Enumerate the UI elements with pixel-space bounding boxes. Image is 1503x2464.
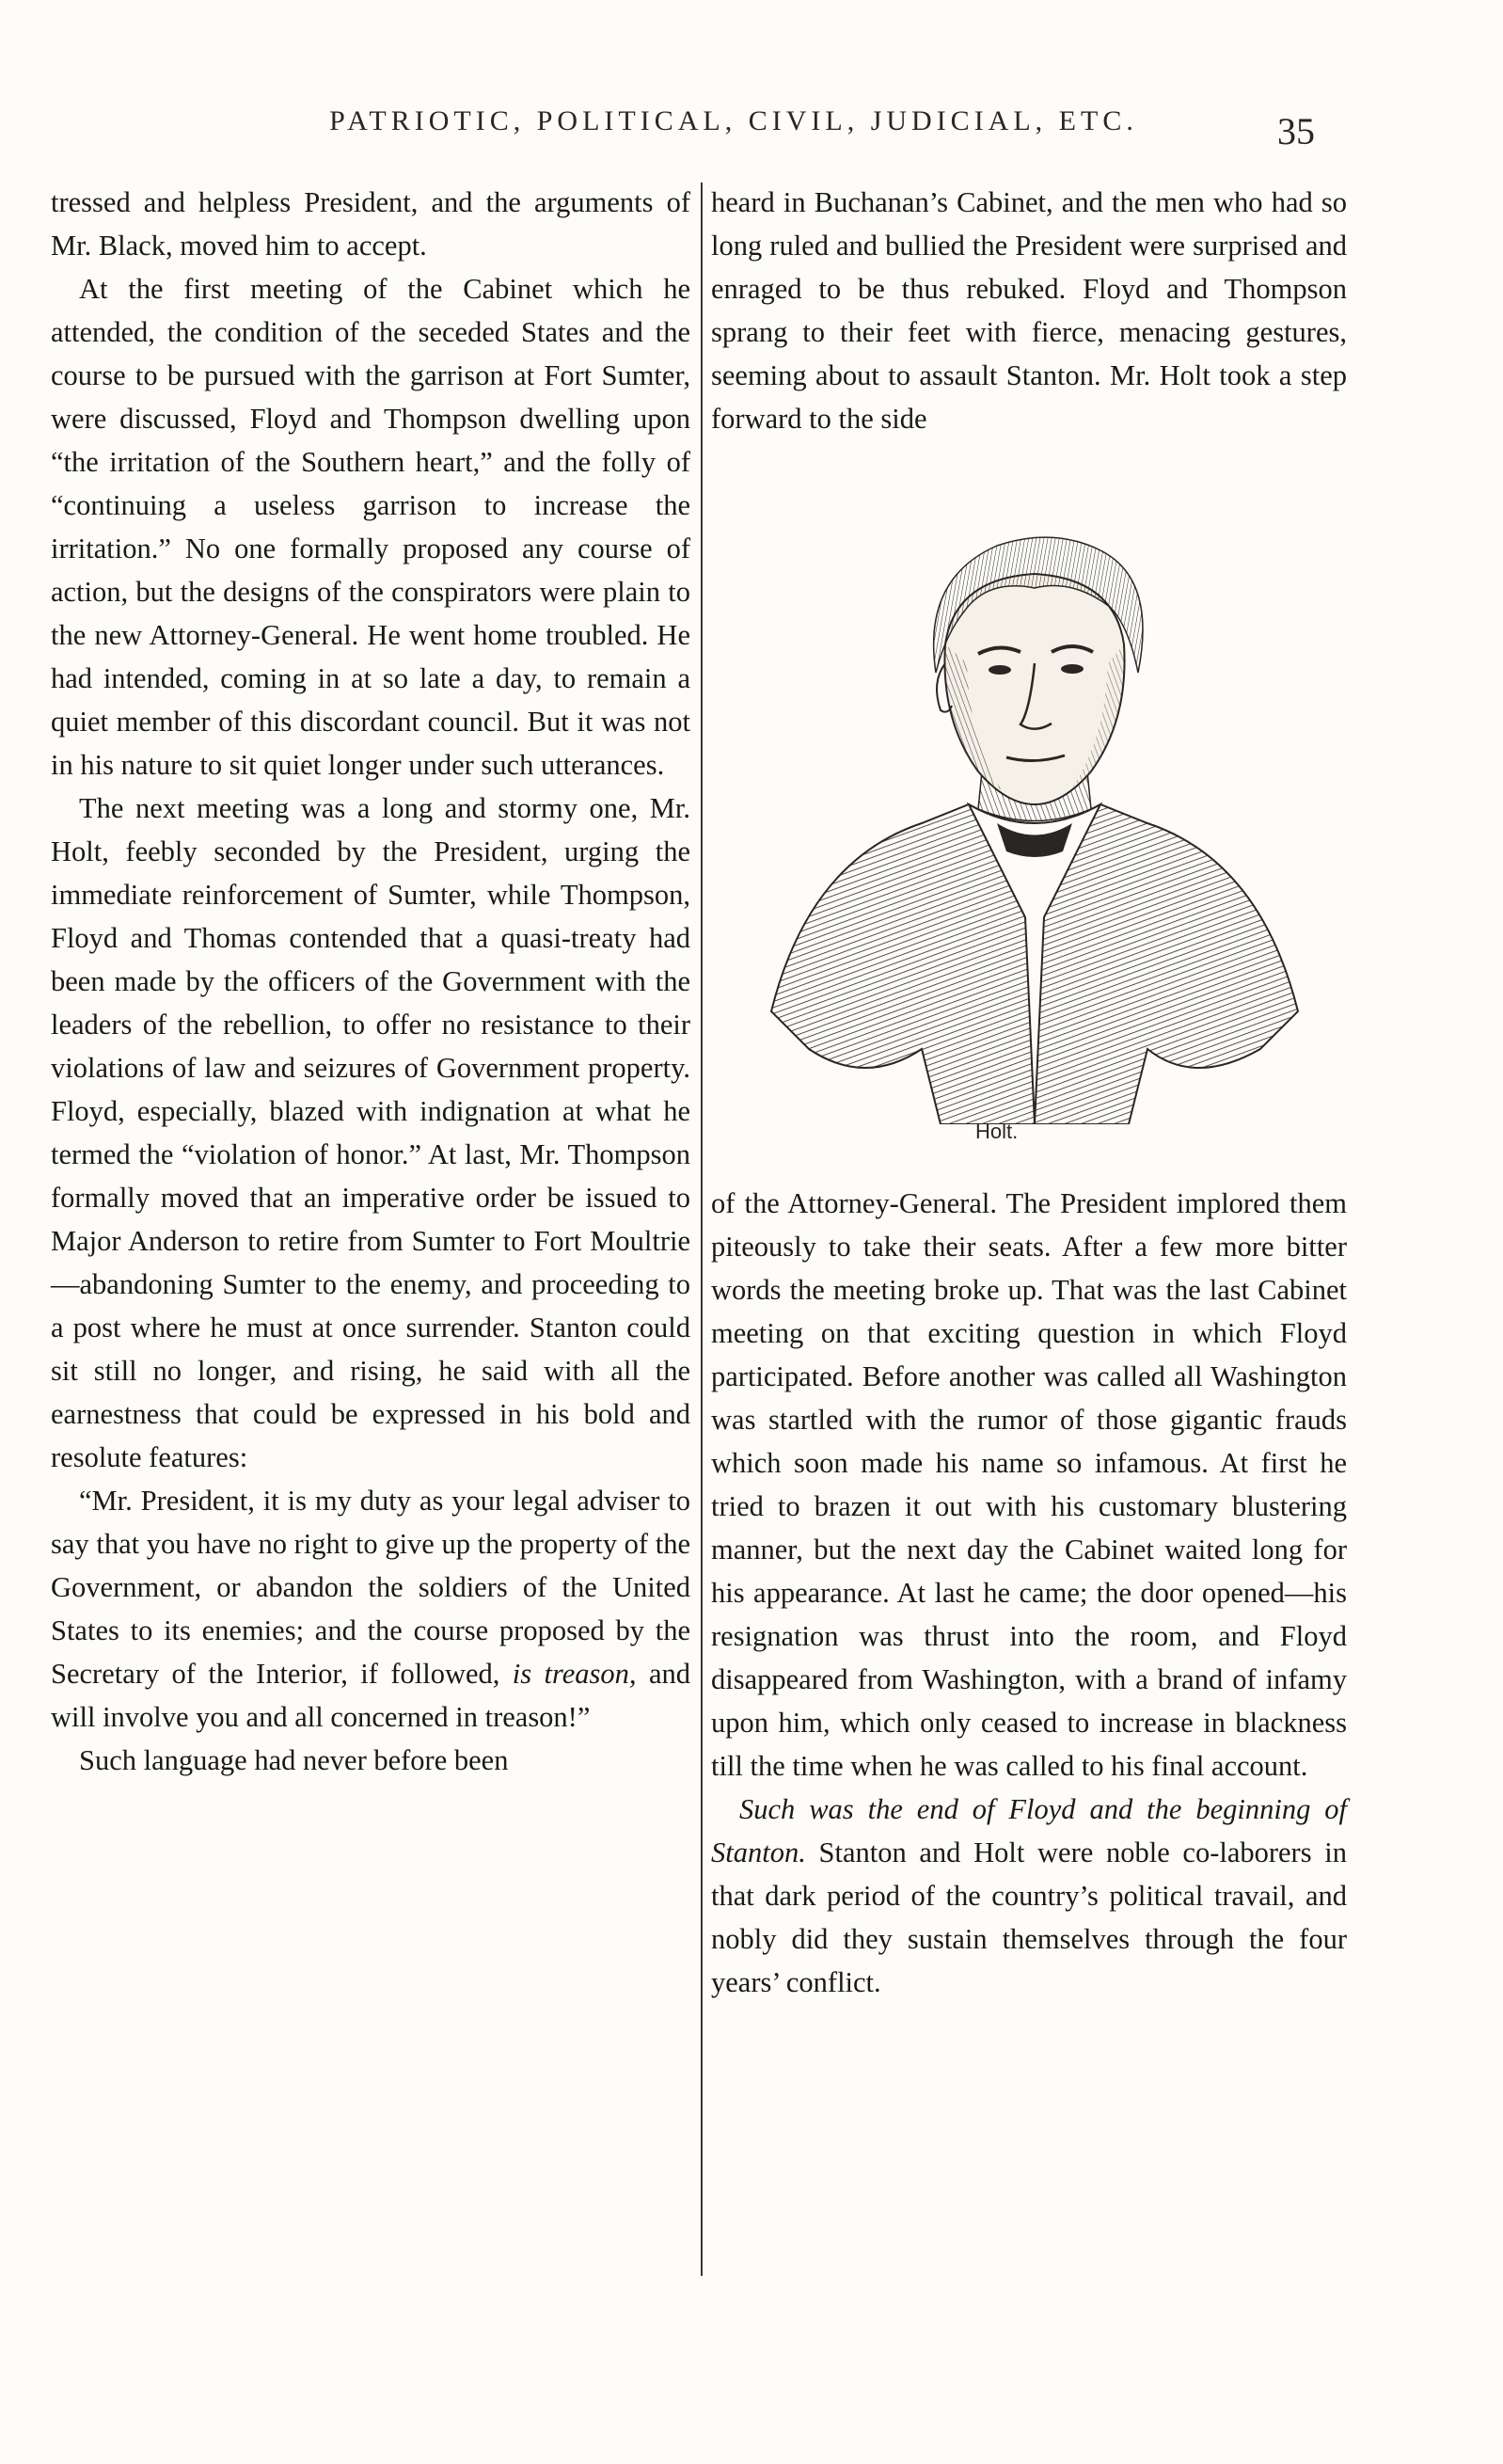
left-column (51, 181, 690, 1782)
column-divider (701, 183, 703, 2276)
quote-italic: is treason, (512, 1658, 637, 1690)
page-number: 35 (1277, 110, 1315, 152)
paragraph-stormy-meeting: The next meeting was a long and stormy one, Mr. Holt, feebly seconded by the President, urging the immediate reinforcement of Sumter, while Thompson, Floyd and Thomas contended that a quasi-treaty had been made by the officers of the Government with the leaders of the rebellion, to offer no resistance to their violations of law and seizures of Government property. Floyd, especially, blazed with indignation at what he termed the “violation of honor.” At last, Mr. Thompson formally moved that an imperative order be issued to Major Anderson to retire from Sumter to Fort Moultrie—abandoning Sumter to the enemy, and proceeding to a post where he must at once surrender. Stanton could sit still no longer, and rising, he said with all the earnestness that could be expressed in his bold and resolute features: (51, 792, 690, 1473)
right-column-bottom (711, 1182, 1347, 2004)
portrait-engraving (752, 522, 1317, 1124)
paragraph-conclusion (711, 1788, 1347, 2004)
running-head: PATRIOTIC, POLITICAL, CIVIL, JUDICIAL, ETC. (329, 105, 1138, 136)
portrait-caption: Holt. (975, 1120, 1019, 1143)
quote-text-end: and will involve you and all concerned in treason!” (51, 1658, 690, 1733)
paragraph-cabinet-meeting: At the first meeting of the Cabinet which he attended, the condition of the seceded States and the course to be pursued with the garrison at Fort Sumter, were discussed, Floyd and Thompson dwelling upon “the irritation of the Southern heart,” and the folly of “continuing a useless garrison to increase the irritation.” No one formally proposed any course of action, but the designs of the conspirators were plain to the new Attorney-General. He went home troubled. He had intended, coming in at so late a day, to remain a quiet member of this discordant council. But it was not in his nature to sit quiet longer under such utterances. (51, 273, 690, 781)
conclusion-text: Stanton and Holt were noble co-laborers in that dark period of the country’s political travail, and nobly did they sustain themselves through the four years’ conflict. (711, 1836, 1347, 1998)
quote-text-start: “Mr. President, it is my duty as your legal adviser to say that you have no right to give up the property of the Government, or abandon the soldiers of the United States to its enemies; and the course proposed by the Secretary of the Interior, if followed, (51, 1485, 690, 1690)
paragraph-stanton-quote (51, 1479, 690, 1739)
paragraph-floyd-departure: of the Attorney-General. The President implored them piteously to take their seats. After a few more bitter words the meeting broke up. That was the last Cabinet meeting on that exciting question in which Floyd participated. Before another was called all Washington was startled with the rumor of those gigantic frauds which soon made his name so infamous. At first he tried to brazen it out with his customary blustering manner, but the next day the Cabinet waited long for his appearance. At last he came; the door opened—his resignation was thrust into the room, and Floyd disappeared from Washington, with a brand of infamy upon him, which only ceased to increase in blackness till the time when he was called to his final account. (711, 1187, 1347, 1782)
paragraph-continued-right: heard in Buchanan’s Cabinet, and the men who had so long ruled and bullied the President were surprised and enraged to be thus rebuked. Floyd and Thompson sprang to their feet with fierce, menacing gestures, seeming about to assault Stanton. Mr. Holt took a step forward to the side (711, 186, 1347, 435)
conclusion-italic: Such was the end of Floyd and the beginning of Stanton. (711, 1793, 1347, 1868)
portrait-holt-illustration (752, 522, 1317, 1124)
paragraph-continued: tressed and helpless President, and the arguments of Mr. Black, moved him to accept. (51, 186, 690, 262)
right-column-top (711, 181, 1347, 440)
paragraph-such-language: Such language had never before been (79, 1744, 509, 1776)
